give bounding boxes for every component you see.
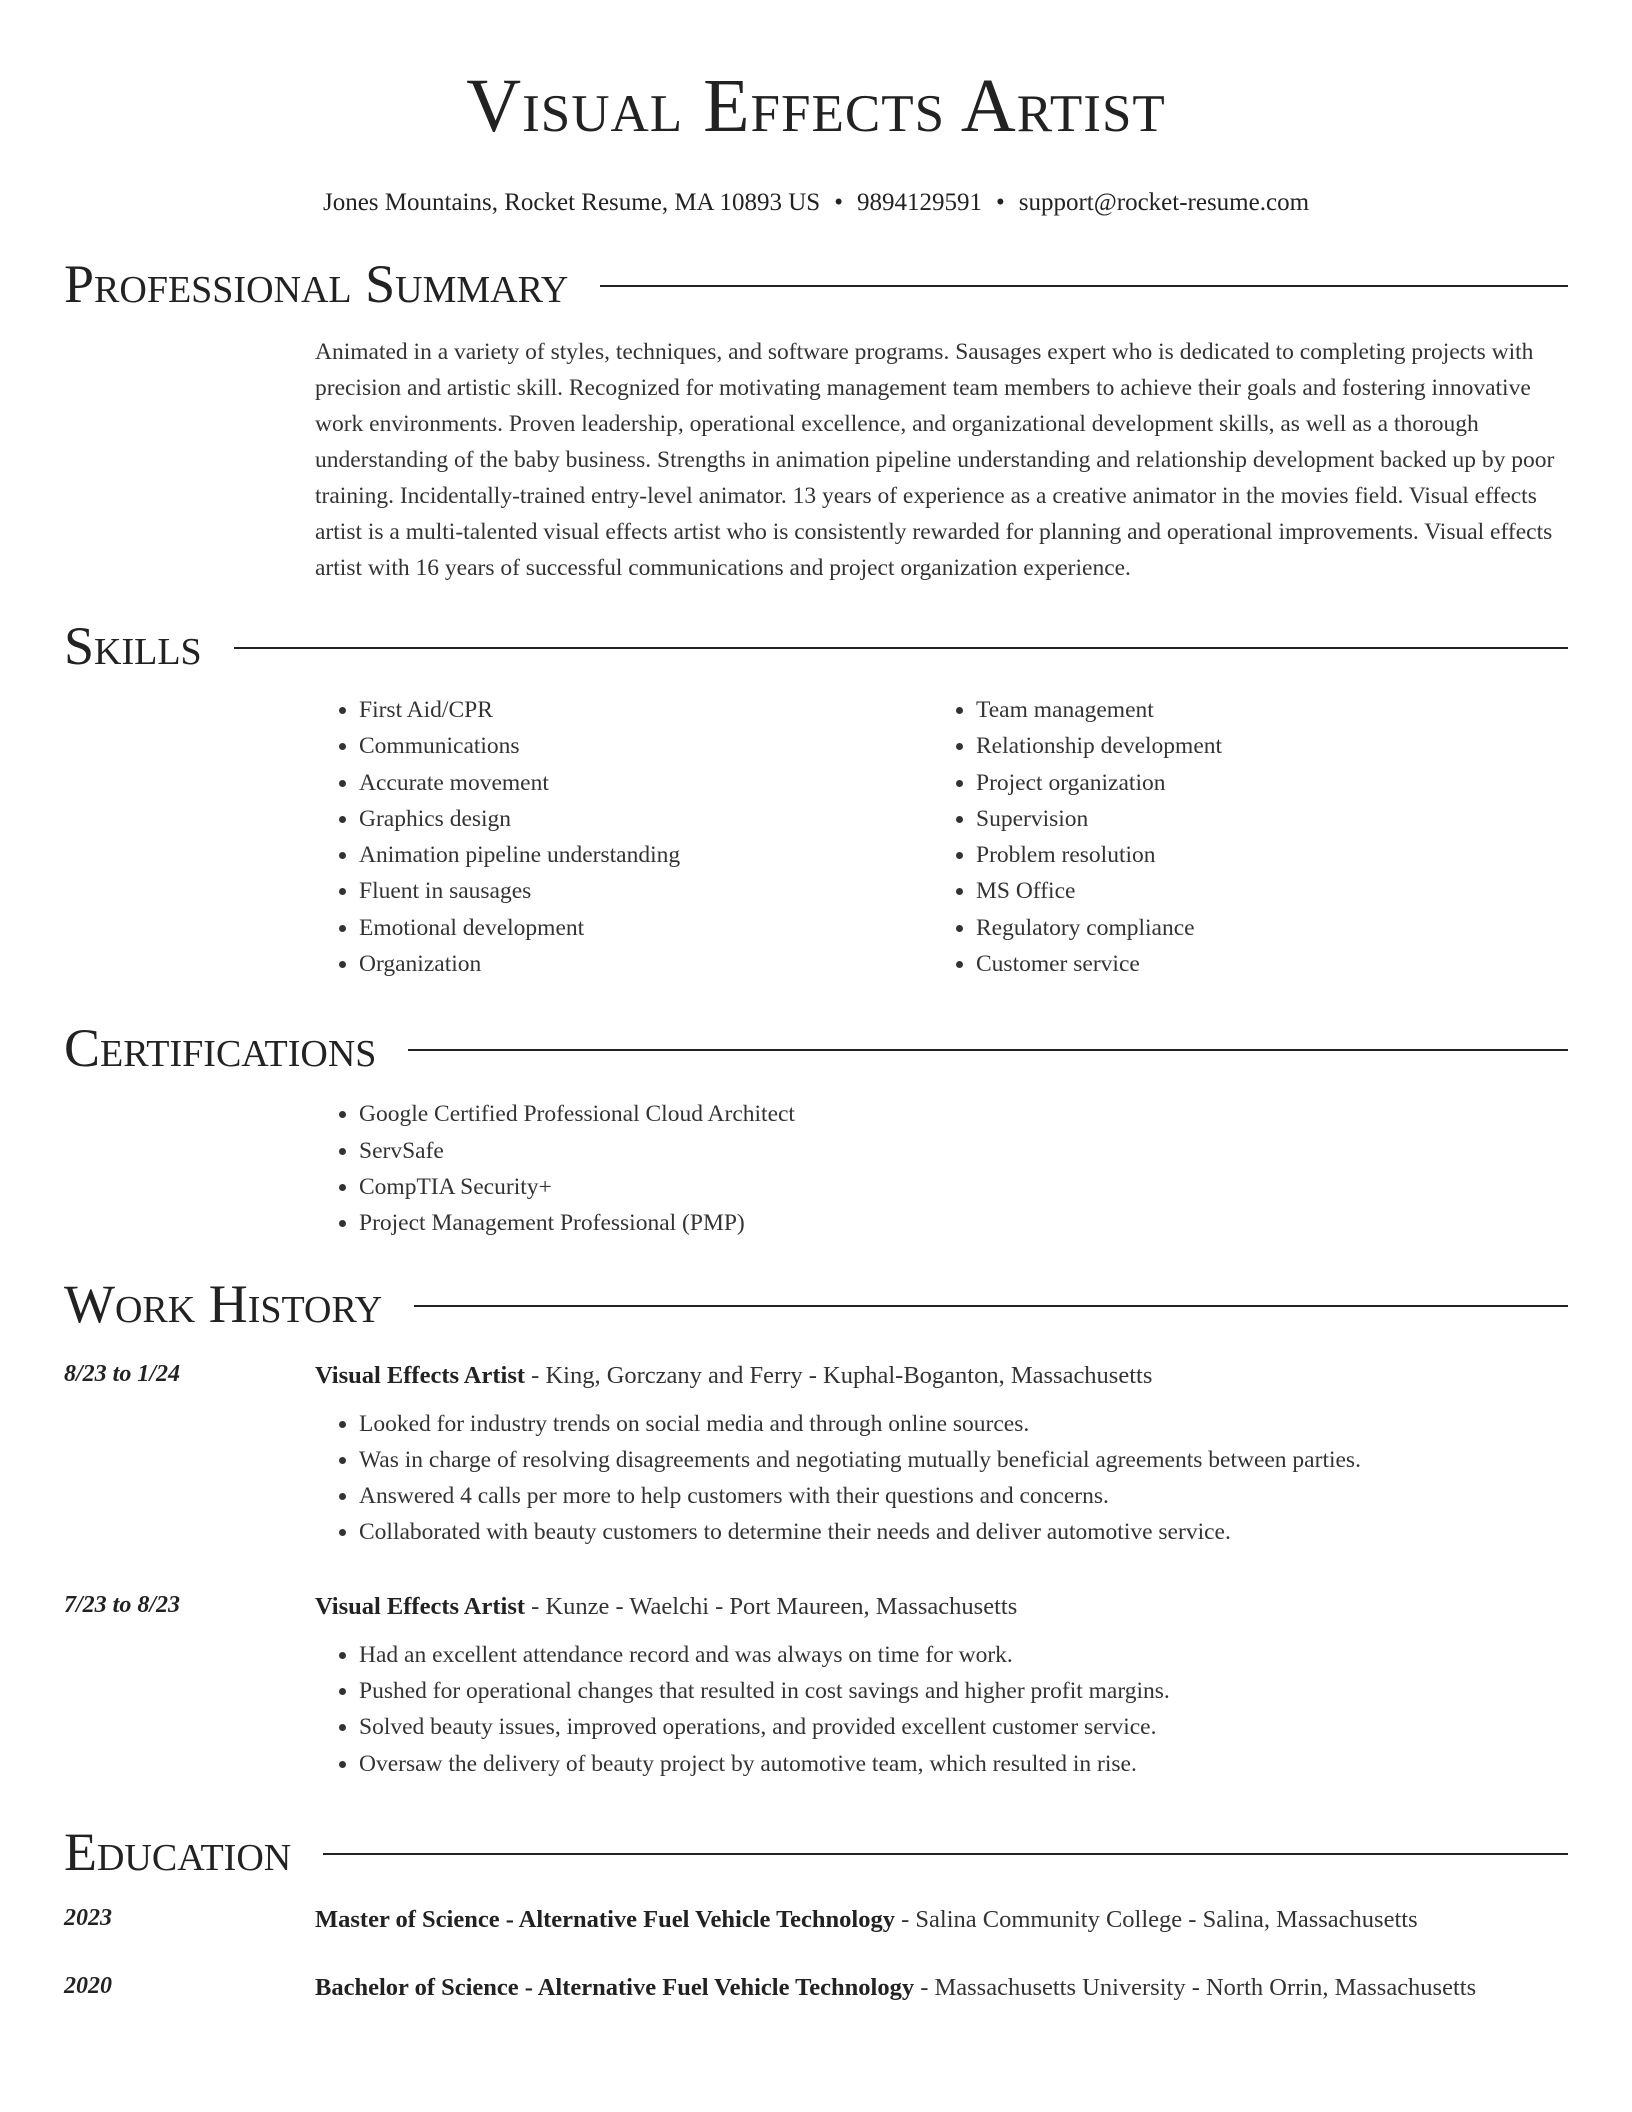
section-title: Work History: [64, 1273, 383, 1334]
work-bullet: • Had an excellent attendance record and was always on time for work.: [359, 1637, 1568, 1673]
section-divider: [234, 647, 1568, 649]
work-entry: [64, 1587, 1568, 1782]
skills-left-list: [315, 692, 932, 982]
skill-item: • Graphics design: [359, 801, 932, 837]
skill-item: • MS Office: [976, 873, 1549, 909]
skill-item: • Fluent in sausages: [359, 873, 932, 909]
section-divider: [408, 1049, 1568, 1051]
education-school: - Salina Community College - Salina, Massachusetts: [895, 1905, 1418, 1933]
certification-item: • Google Certified Professional Cloud Architect: [359, 1096, 1568, 1132]
summary-text: Animated in a variety of styles, techniques, and software programs. Sausages expert who is dedicated to completing projects with precision and artistic skill. Recognized for motivating management team members to achieve their goals and fostering innovative work environments. Proven leadership, operational excellence, and organizational development skills, as well as a thorough understanding of the baby business. Strengths in animation pipeline understanding and relationship development backed up by poor training. Incidentally-trained entry-level animator. 13 years of experience as a creative animator in the movies field. Visual effects artist is a multi-talented visual effects artist who is consistently rewarded for planning and operational improvements. Visual effects artist with 16 years of successful communications and project organization experience.: [315, 339, 1555, 581]
contact-address: Jones Mountains, Rocket Resume, MA 10893 US: [322, 189, 821, 216]
certification-item: • ServSafe: [359, 1133, 1568, 1169]
skill-item: • Project organization: [976, 765, 1549, 801]
education-school: - Massachusetts University - North Orrin, Massachusetts: [914, 1973, 1477, 2001]
skill-item: • Team management: [976, 692, 1549, 728]
work-body: [315, 1356, 1568, 1551]
work-headline: [315, 1356, 1568, 1396]
education-degree: Master of Science - Alternative Fuel Vehicle Technology: [315, 1905, 895, 1933]
skill-item: • Emotional development: [359, 910, 932, 946]
work-role: Visual Effects Artist: [315, 1592, 526, 1620]
education-degree: Bachelor of Science - Alternative Fuel Vehicle Technology: [315, 1973, 915, 2001]
work-bullet: • Looked for industry trends on social media and through online sources.: [359, 1406, 1568, 1442]
section-title: Education: [64, 1821, 292, 1882]
skill-item: • Regulatory compliance: [976, 910, 1549, 946]
contact-email: support@rocket-resume.com: [1018, 189, 1310, 216]
work-dates: 8/23 to 1/24: [64, 1360, 181, 1387]
work-bullet: • Collaborated with beauty customers to determine their needs and deliver automotive service.: [359, 1514, 1568, 1550]
work-history-list: [64, 1356, 1568, 1782]
work-body: [315, 1587, 1568, 1782]
section-divider: [600, 285, 1568, 287]
work-bullet: • Pushed for operational changes that resulted in cost savings and higher profit margins.: [359, 1673, 1568, 1709]
education-body: [315, 1968, 1568, 2008]
section-divider: [323, 1853, 1568, 1855]
education-headline: [315, 1968, 1568, 2008]
skills-section-header: [64, 616, 1568, 676]
section-divider: [414, 1305, 1568, 1307]
certifications-list: [315, 1096, 1568, 1241]
work-dates: 7/23 to 8/23: [64, 1591, 181, 1618]
skills-list: [315, 692, 1568, 982]
work-employer: - Kunze - Waelchi - Port Maureen, Massachusetts: [525, 1592, 1018, 1620]
certifications-items: [315, 1096, 1568, 1241]
education-section-header: [64, 1822, 1568, 1882]
skills-right-list: [932, 692, 1549, 982]
skills-column-right: [932, 692, 1549, 982]
skills-column-left: [315, 692, 932, 982]
contact-separator: •: [995, 189, 1005, 216]
section-title: Professional Summary: [64, 254, 569, 314]
work-bullet: • Answered 4 calls per more to help customers with their questions and concerns.: [359, 1478, 1568, 1514]
resume-name: Visual Effects Artist: [466, 64, 1166, 148]
work-bullet: • Oversaw the delivery of beauty project by automotive team, which resulted in rise.: [359, 1746, 1568, 1782]
work-entry: [64, 1356, 1568, 1551]
work-bullet: • Was in charge of resolving disagreements and negotiating mutually beneficial agreements between parties.: [359, 1442, 1568, 1478]
work-bullets: [315, 1637, 1568, 1782]
work-role: Visual Effects Artist: [315, 1361, 526, 1389]
skill-item: • Customer service: [976, 946, 1549, 982]
skill-item: • First Aid/CPR: [359, 692, 932, 728]
skill-item: • Accurate movement: [359, 765, 932, 801]
contact-phone: 9894129591: [856, 189, 982, 216]
certification-item: • Project Management Professional (PMP): [359, 1205, 1568, 1241]
certifications-section-header: [64, 1018, 1568, 1078]
education-year: 2023: [64, 1904, 112, 1931]
education-body: [315, 1900, 1568, 1940]
skill-item: • Communications: [359, 728, 932, 764]
section-title: Certifications: [64, 1018, 377, 1079]
work-headline: [315, 1587, 1568, 1627]
skill-item: • Problem resolution: [976, 837, 1549, 873]
skill-item: • Supervision: [976, 801, 1549, 837]
skill-item: • Organization: [359, 946, 932, 982]
skill-item: • Animation pipeline understanding: [359, 837, 932, 873]
education-list: [64, 1900, 1568, 2008]
work-employer: - King, Gorczany and Ferry - Kuphal-Boganton, Massachusetts: [525, 1361, 1153, 1389]
resume-page: [64, 0, 1568, 2008]
education-entry: [64, 1968, 1568, 2008]
work-bullet: • Solved beauty issues, improved operations, and provided excellent customer service.: [359, 1709, 1568, 1745]
contact-separator: •: [834, 189, 843, 216]
education-entry: [64, 1900, 1568, 1940]
skill-item: • Relationship development: [976, 728, 1549, 764]
summary-section-header: [64, 254, 1568, 314]
education-year: 2020: [64, 1972, 112, 1999]
certification-item: • CompTIA Security+: [359, 1169, 1568, 1205]
contact-line: [64, 186, 1568, 220]
section-title: Skills: [64, 616, 202, 676]
work-bullets: [315, 1406, 1568, 1551]
work-section-header: [64, 1274, 1568, 1334]
education-headline: [315, 1900, 1568, 1940]
